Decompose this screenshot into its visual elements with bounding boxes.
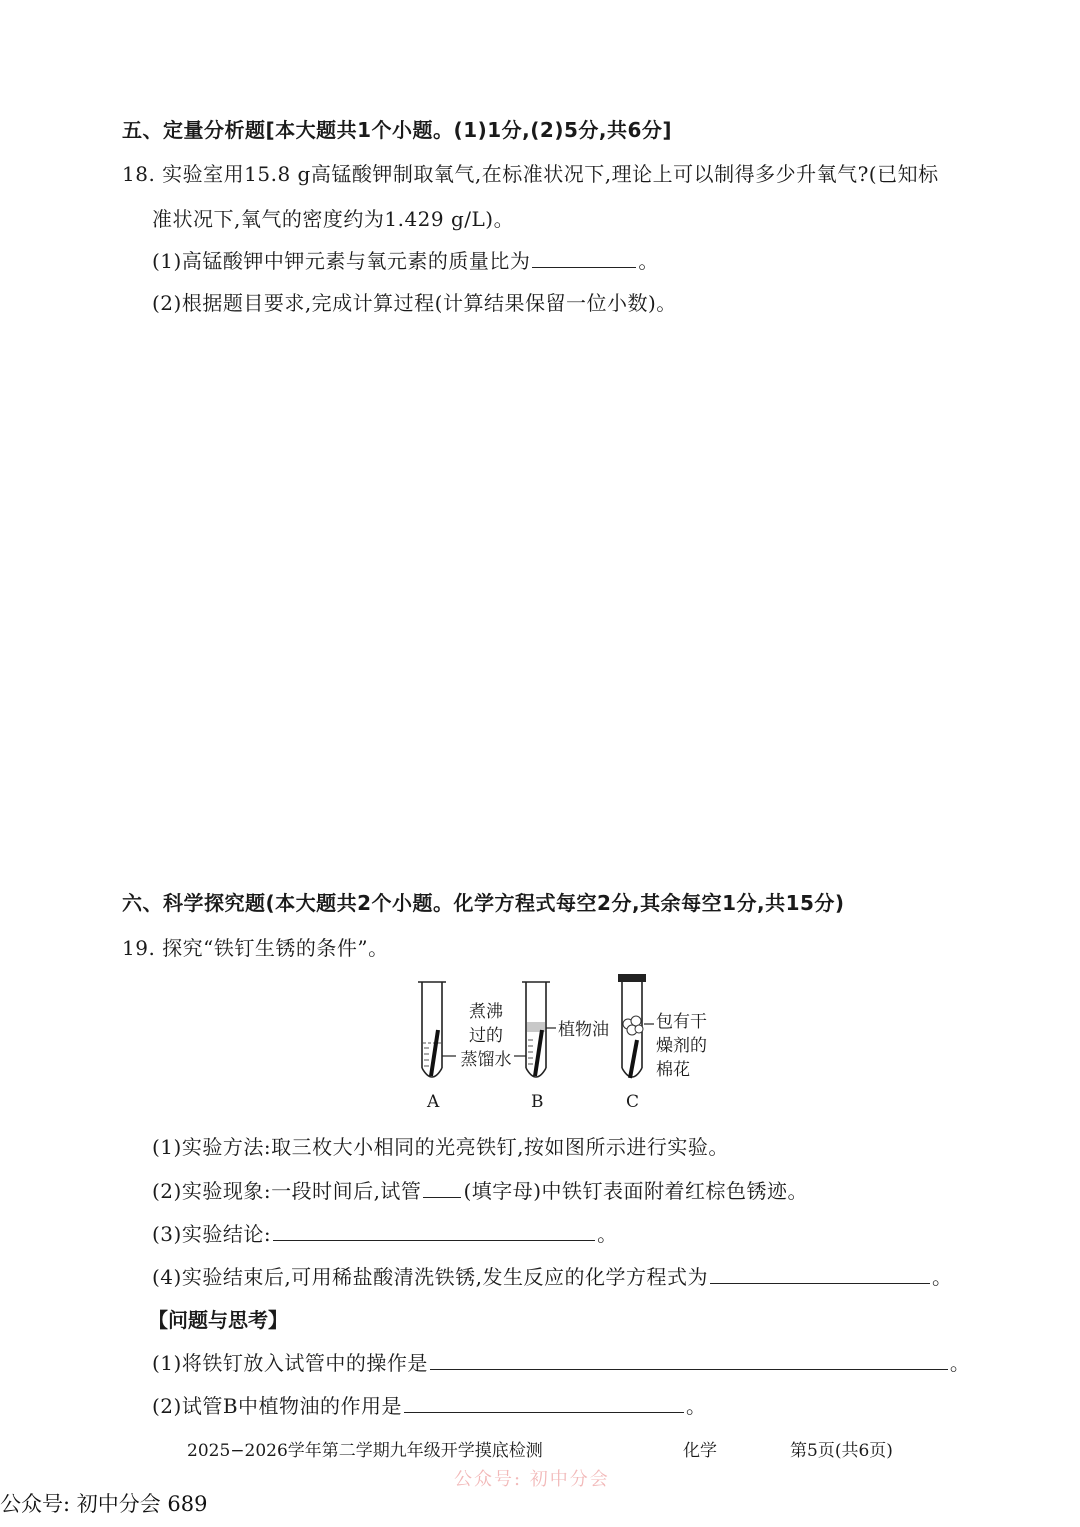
tube-b-letter: B: [531, 1092, 544, 1112]
q18-stem-line2: 准状况下,氧气的密度约为1.429 g/L)。: [152, 207, 515, 231]
q18-stem-line1: 18. 实验室用15.8 g高锰酸钾制取氧气,在标准状况下,理论上可以制得多少升氧气?(已知标: [122, 162, 939, 186]
account-tag: 公众号: 初中分会 689: [0, 1492, 208, 1516]
footer-exam: 2025−2026学年第二学期九年级开学摸底检测: [187, 1441, 543, 1461]
watermark: 公众号: 初中分会: [454, 1469, 610, 1490]
q18-part1-text: (1)高锰酸钾中钾元素与氧元素的质量比为: [152, 249, 531, 273]
think-title: 【问题与思考】: [148, 1308, 288, 1332]
q19-part1: (1)实验方法:取三枚大小相同的光亮铁钉,按如图所示进行实验。: [152, 1135, 729, 1159]
label-c-line3: 棉花: [656, 1060, 690, 1080]
test-tube-figure: [400, 968, 740, 1118]
think-q1-end: 。: [949, 1351, 971, 1375]
q18-answer-area[interactable]: [152, 330, 972, 870]
section6-title: 六、科学探究题(本大题共2个小题。化学方程式每空2分,其余每空1分,共15分): [122, 891, 845, 915]
nail-c: [630, 1040, 637, 1078]
think-q2: [152, 1390, 707, 1419]
q19-part3-blank[interactable]: [273, 1222, 595, 1241]
q19-part2: [152, 1175, 808, 1204]
q18-part2: (2)根据题目要求,完成计算过程(计算结果保留一位小数)。: [152, 291, 677, 315]
q19-part3-text: (3)实验结论:: [152, 1222, 272, 1246]
label-a-line3: 蒸馏水: [460, 1050, 512, 1070]
think-q1: [152, 1347, 970, 1376]
think-q2-text: (2)试管B中植物油的作用是: [152, 1394, 403, 1418]
q19-stem: 19. 探究“铁钉生锈的条件”。: [122, 936, 389, 960]
q19-part2-post: (填字母)中铁钉表面附着红棕色锈迹。: [463, 1179, 809, 1203]
q19-part3: [152, 1218, 618, 1247]
think-q1-text: (1)将铁钉放入试管中的操作是: [152, 1351, 428, 1375]
q19-part4-end: 。: [932, 1265, 953, 1289]
label-c-line1: 包有干: [656, 1012, 707, 1032]
label-b: 植物油: [558, 1020, 609, 1040]
label-a-line2: 过的: [469, 1026, 503, 1046]
q18-part1-blank[interactable]: [532, 249, 636, 268]
nail-a: [431, 1030, 438, 1076]
stopper-c: [618, 974, 646, 982]
q19-part4: [152, 1261, 953, 1290]
section5-title: 五、定量分析题[本大题共1个小题。(1)1分,(2)5分,共6分]: [122, 118, 673, 142]
label-c-line2: 燥剂的: [656, 1036, 707, 1056]
q19-part4-text: (4)实验结束后,可用稀盐酸清洗铁锈,发生反应的化学方程式为: [152, 1265, 709, 1289]
nail-b: [535, 1030, 542, 1076]
q18-part1: [152, 245, 659, 274]
label-c: [656, 1010, 707, 1082]
q19-part3-end: 。: [597, 1222, 618, 1246]
label-a: [458, 1000, 514, 1072]
q19-part2-pre: (2)实验现象:一段时间后,试管: [152, 1179, 422, 1203]
tube-a-letter: A: [427, 1092, 440, 1112]
label-a-line1: 煮沸: [469, 1002, 503, 1022]
footer-page: 第5页(共6页): [790, 1441, 893, 1461]
q18-part1-end: 。: [638, 249, 659, 273]
think-q2-blank[interactable]: [404, 1394, 684, 1413]
cotton-c: [623, 1016, 643, 1035]
tube-c-letter: C: [626, 1092, 640, 1112]
q19-part4-blank[interactable]: [710, 1265, 930, 1284]
q19-part2-blank[interactable]: [423, 1179, 461, 1198]
think-q2-end: 。: [686, 1394, 707, 1418]
footer-subject: 化学: [683, 1441, 717, 1461]
think-q1-blank[interactable]: [430, 1351, 948, 1370]
